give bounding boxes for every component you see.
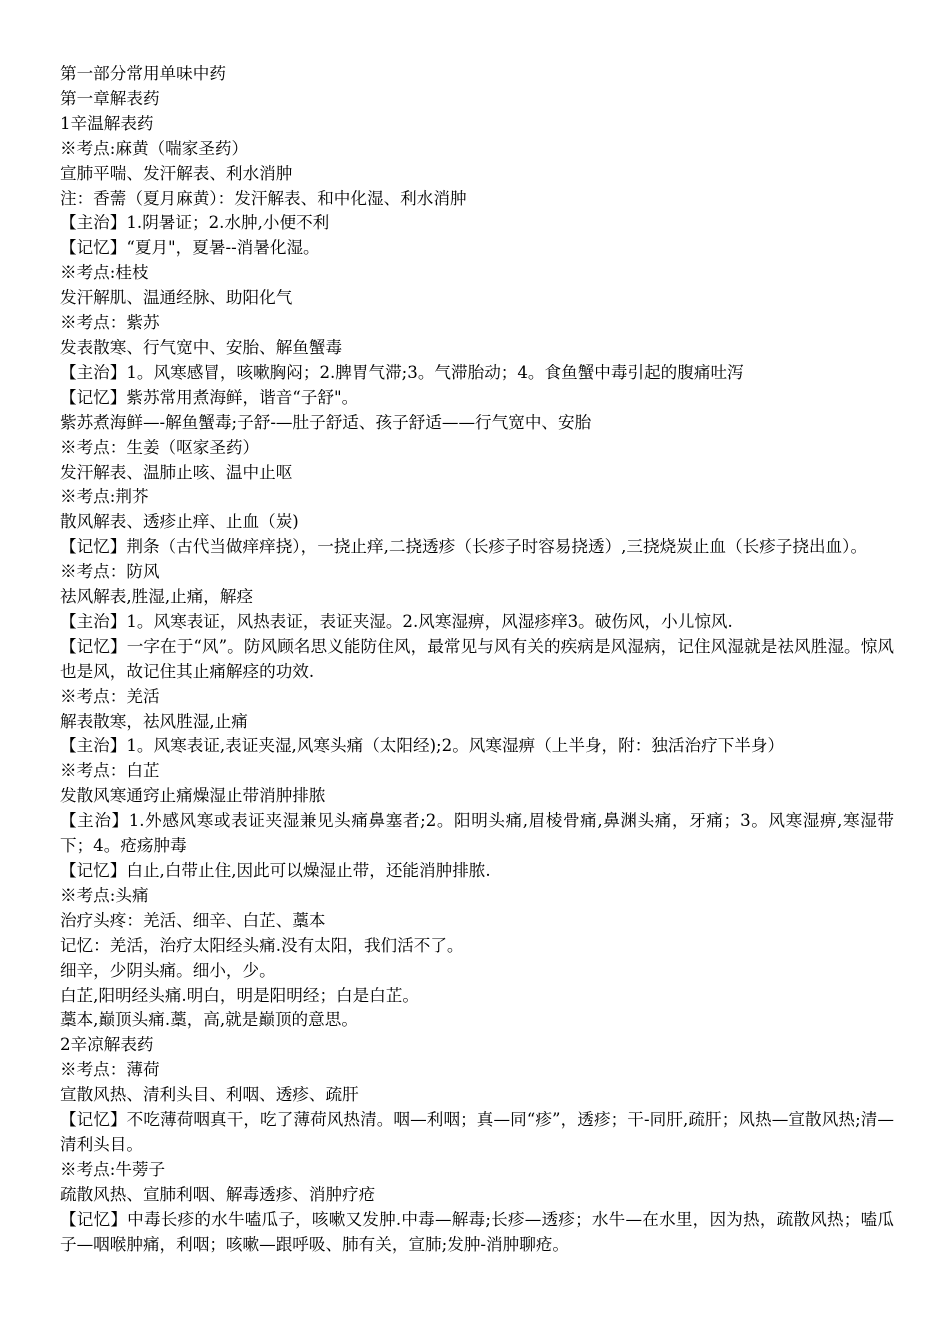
document-body xyxy=(60,62,894,1258)
text-line: 发汗解表、温肺止咳、温中止呕 xyxy=(60,462,293,482)
text-line: 紫苏煮海鲜—-解鱼蟹毒;子舒-—肚子舒适、孩子舒适——行气宽中、安胎 xyxy=(60,412,592,432)
text-line: ※考点:牛蒡子 xyxy=(60,1159,166,1179)
text-line: 【记忆】紫苏常用煮海鲜，谐音“子舒"。 xyxy=(60,387,359,407)
text-line: 【主治】1。风寒表证,表证夹湿,风寒头痛（太阳经);2。风寒湿痹（上半身，附：独活治疗下半身） xyxy=(60,736,785,756)
text-line: ※考点：防风 xyxy=(60,562,160,582)
text-line: 【主治】1。风寒感冒，咳嗽胸闷；2.脾胃气滞;3。气滞胎动；4。食鱼蟹中毒引起的腹痛吐泻 xyxy=(60,362,744,382)
text-line: 发汗解肌、温通经脉、助阳化气 xyxy=(60,288,293,308)
text-line: 【记忆】一字在于“风”。防风顾名思义能防住风，最常见与风有关的疾病是风湿病，记住风湿就是祛风胜湿。惊风也是风，故记住其止痛解痉的功效. xyxy=(60,636,894,681)
text-line: 治疗头疼：羌活、细辛、白芷、藁本 xyxy=(60,910,326,930)
text-line: ※考点:荆芥 xyxy=(60,487,149,507)
text-line: 【记忆】不吃薄荷咽真干，吃了薄荷风热清。咽—利咽；真—同“疹”，透疹；干-同肝,疏肝；风热—宣散风热;清—清利头目。 xyxy=(60,1110,894,1154)
text-line: 注：香薷（夏月麻黄）：发汗解表、和中化湿、利水消肿 xyxy=(60,188,467,208)
text-line: 祛风解表,胜湿,止痛，解痉 xyxy=(60,587,254,607)
text-line: 【记忆】“夏月"，夏暑--消暑化湿。 xyxy=(60,238,320,258)
text-line: ※考点：羌活 xyxy=(60,686,160,706)
text-line: 【记忆】荆条（古代当做痒痒挠），一挠止痒,二挠透疹（长疹子时容易挠透）,三挠烧炭止血（长疹子挠出血）。 xyxy=(60,537,868,557)
text-line: 【记忆】白止,白带止住,因此可以燥湿止带，还能消肿排脓. xyxy=(60,861,491,880)
text-line: 记忆：羌活，治疗太阳经头痛.没有太阳，我们活不了。 xyxy=(60,935,464,955)
text-line: ※考点:麻黄（喘家圣药） xyxy=(60,138,249,158)
text-line: 散风解表、透疹止痒、止血（炭) xyxy=(60,512,299,532)
text-line: ※考点:头痛 xyxy=(60,885,149,905)
text-line: 【记忆】中毒长疹的水牛嗑瓜子，咳嗽又发肿.中毒—解毒;长疹—透疹；水牛—在水里，因为热，疏散风热；嗑瓜子—咽喉肿痛，利咽；咳嗽—跟呼吸、肺有关，宣肺;发肿-消肿聊疮。 xyxy=(60,1209,894,1254)
text-line: 第一章解表药 xyxy=(60,88,160,108)
text-line: 白芷,阳明经头痛.明白，明是阳明经；白是白芷。 xyxy=(60,985,420,1005)
text-line: ※考点：薄荷 xyxy=(60,1060,160,1080)
text-line: 第一部分常用单味中药 xyxy=(60,64,226,83)
text-line: 疏散风热、宣肺利咽、解毒透疹、消肿疗疮 xyxy=(60,1184,376,1204)
text-line: 发散风寒通窍止痛燥湿止带消肿排脓 xyxy=(60,786,326,806)
text-line: 【主治】1.外感风寒或表证夹湿兼见头痛鼻塞者;2。阳明头痛,眉棱骨痛,鼻渊头痛，牙痛；3。风寒湿痹,寒湿带下；4。疮疡肿毒 xyxy=(60,811,894,856)
text-line: 【主治】1。风寒表证，风热表证，表证夹湿。2.风寒湿痹，风湿疹痒3。破伤风，小儿惊风. xyxy=(60,611,733,631)
text-line: 宣散风热、清利头目、利咽、透疹、疏肝 xyxy=(60,1085,359,1105)
text-line: ※考点：白芷 xyxy=(60,761,160,781)
text-line: ※考点：紫苏 xyxy=(60,313,160,333)
text-line: 藁本,巅顶头痛.藁，高,就是巅顶的意思。 xyxy=(60,1010,358,1030)
text-line: 1辛温解表药 xyxy=(60,113,154,133)
text-line: 解表散寒，祛风胜湿,止痛 xyxy=(60,711,248,731)
text-line: ※考点：生姜（呕家圣药） xyxy=(60,437,260,457)
text-line: 发表散寒、行气宽中、安胎、解鱼蟹毒 xyxy=(60,337,343,357)
text-line: ※考点:桂枝 xyxy=(60,263,149,283)
text-line: 细辛，少阴头痛。细小，少。 xyxy=(60,960,276,980)
text-line: 宣肺平喘、发汗解表、利水消肿 xyxy=(60,163,293,183)
text-line: 2辛凉解表药 xyxy=(60,1035,154,1055)
text-line: 【主治】1.阴暑证；2.水肿,小便不利 xyxy=(60,213,330,233)
